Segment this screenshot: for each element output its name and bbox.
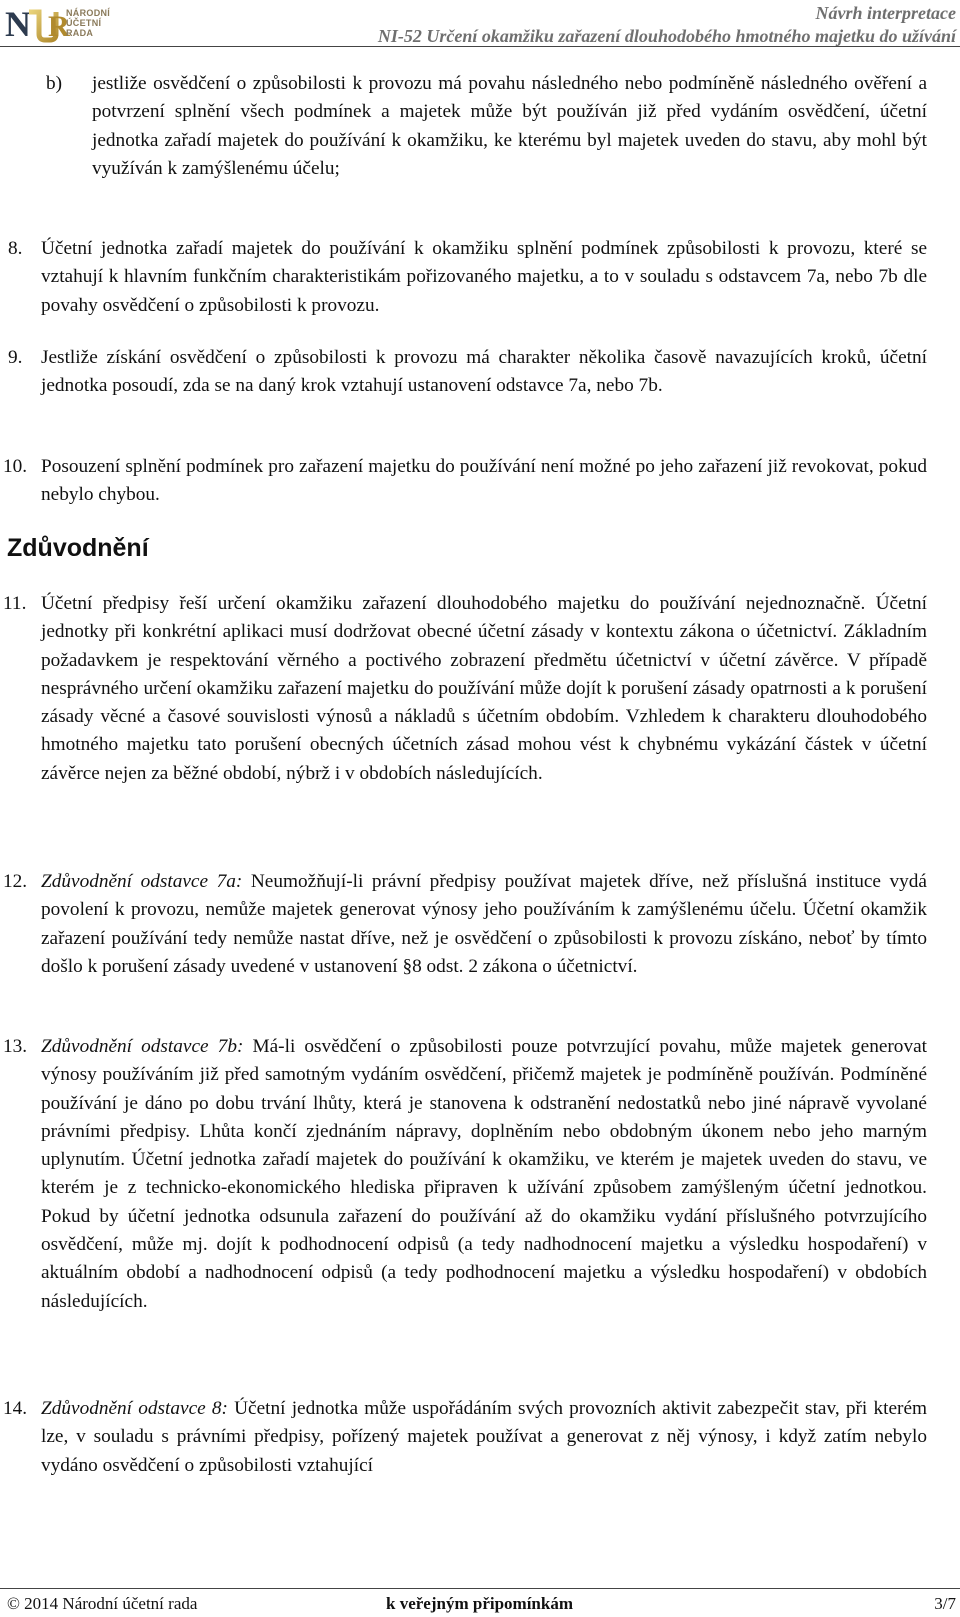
footer-status: k veřejným připomínkám xyxy=(386,1594,573,1613)
paragraph-13 xyxy=(0,1033,927,1316)
paragraph-12 xyxy=(0,868,927,981)
logo-letter-r: R xyxy=(48,10,70,43)
nur-logo xyxy=(4,4,139,42)
logo-line-3: RADA xyxy=(66,28,94,38)
nur-logo-mark xyxy=(4,4,70,44)
paragraph-text xyxy=(41,1395,927,1480)
footer-divider xyxy=(0,1588,960,1589)
paragraph-number: 12. xyxy=(3,871,28,892)
paragraph-number: 10. xyxy=(3,456,28,477)
header-titles xyxy=(378,2,956,48)
logo-line-2: ÚČETNÍ xyxy=(66,18,102,28)
paragraph-7b xyxy=(46,70,927,183)
paragraph-text: Jestliže získání osvědčení o způsobilosti k provozu má charakter několika časově navazujících kroků, účetní jednotka posoudí, zda se na daný krok vztahují ustanovení odstavce 7a, nebo 7b. xyxy=(41,347,927,397)
paragraph-number: 11. xyxy=(3,593,27,614)
paragraph-text xyxy=(41,868,927,981)
logo-letter-n: N xyxy=(5,4,31,44)
page-footer xyxy=(0,1593,960,1615)
paragraph-label: Zdůvodnění odstavce 7b: xyxy=(41,1036,244,1057)
paragraph-body: Účetní jednotka může uspořádáním svých provozních aktivit zabezpečit stav, při kterém lze, v souladu s právními předpisy, pořízený majetek používat a generovat z něj výnosy, i když zatím nebylo vydáno osvědčení o způsobilosti vztahující xyxy=(41,1398,928,1476)
header-title-1: Návrh interpretace xyxy=(815,3,956,23)
paragraph-11 xyxy=(0,590,927,788)
header-divider xyxy=(0,46,960,47)
paragraph-10 xyxy=(0,453,927,510)
paragraph-body: Neumožňují-li právní předpisy používat majetek dříve, než příslušná instituce vydá povolení k provozu, nemůže majetek generovat výnosy jeho používáním k zamýšlenému účelu. Účetní okamžik zařazení používání tedy nemůže nastat dříve, než je osvědčení o způsobilosti k provozu získáno, neboť by tímto došlo k porušení zásady uvedené v ustanovení §8 odst. 2 zákona o účetnictví. xyxy=(41,871,927,977)
paragraph-label: Zdůvodnění odstavce 8: xyxy=(41,1398,228,1419)
paragraph-body: Má-li osvědčení o způsobilosti pouze potvrzující povahu, může majetek generovat výnosy používáním již před samotným vydáním osvědčení, přičemž majetek je podmíněně používán. Podmíněné používání je dáno po dobu trvání lhůty, která je stanovena k odstranění nedostatků nebo jiné nápravě vyvolané právními předpisy. Lhůta končí zjednáním nápravy, doplněním nebo obdobným úkonem nebo jeho marným uplynutím. Účetní jednotka zařadí majetek do používání k okamžiku, ve kterém je majetek uveden do stavu, ve kterém je z technicko-ekonomického hlediska připraven k užívání způsobem zamýšleným účetní jednotkou. Pokud by účetní jednotka odsunula zařazení do používání až do okamžiku vydání příslušného potvrzujícího osvědčení, může mj. dojít k podhodnocení odpisů (a tedy nadhodnocení majetku a výsledku hospodaření) v aktuálním období a nadhodnocení odpisů (a tedy podhodnocení majetku a výsledku hospodaření) v obdobích následujících. xyxy=(41,1036,928,1312)
paragraph-14 xyxy=(0,1395,927,1480)
logo-wordmark xyxy=(66,8,110,38)
paragraph-text xyxy=(41,1033,927,1316)
paragraph-text: jestliže osvědčení o způsobilosti k provozu má povahu následného nebo podmíněně následného ověření a potvrzení splnění všech podmínek a majetek může být používán již před vydáním osvědčení, účetní jednotka zařadí majetek do používání k okamžiku, ke kterému byl majetek uveden do stavu, aby mohl být využíván k zamýšlenému účelu; xyxy=(92,73,927,179)
page-header xyxy=(0,0,960,46)
paragraph-9 xyxy=(0,344,927,401)
paragraph-text: Účetní jednotka zařadí majetek do používání k okamžiku splnění podmínek způsobilosti k provozu, které se vztahují k hlavním funkčním charakteristikám pořizovaného majetku, a to v souladu s odstavcem 7a, nebo 7b dle povahy osvědčení o způsobilosti k provozu. xyxy=(41,238,927,316)
list-marker: b) xyxy=(46,73,63,94)
paragraph-text: Účetní předpisy řeší určení okamžiku zařazení dlouhodobého majetku do používání nejednoznačně. Účetní jednotky při konkrétní aplikaci musí dodržovat obecné účetní zásady v kontextu zákona o účetnictví. Základním požadavkem je respektování věrného a poctivého zobrazení předmětu účetnictví v účetní závěrce. V případě nesprávného určení okamžiku zařazení majetku do používání může dojít k porušení zásady opatrnosti a k porušení zásady věcné a časové souvislosti výnosů a nákladů s účetním obdobím. Vzhledem k charakteru dlouhodobého hmotného majetku tato porušení obecných účetních zásad mohou vést k chybnému vykázání částek v účetní závěrce nejen za běžné období, nýbrž i v obdobích následujících. xyxy=(41,593,927,784)
paragraph-number: 9. xyxy=(8,347,23,368)
header-title-2: NI-52 Určení okamžiku zařazení dlouhodobého hmotného majetku do užívání xyxy=(377,26,956,46)
paragraph-8 xyxy=(0,235,927,320)
paragraph-number: 14. xyxy=(3,1398,28,1419)
logo-line-1: NÁRODNÍ xyxy=(66,8,111,18)
footer-copyright: © 2014 Národní účetní rada xyxy=(7,1594,198,1613)
paragraph-label: Zdůvodnění odstavce 7a: xyxy=(41,871,243,892)
section-heading: Zdůvodnění xyxy=(7,534,149,562)
paragraph-text: Posouzení splnění podmínek pro zařazení majetku do používání není možné po jeho zařazení již revokovat, pokud nebylo chybou. xyxy=(41,456,927,506)
page-number: 3/7 xyxy=(934,1594,956,1613)
paragraph-number: 8. xyxy=(8,238,23,259)
paragraph-number: 13. xyxy=(3,1036,28,1057)
